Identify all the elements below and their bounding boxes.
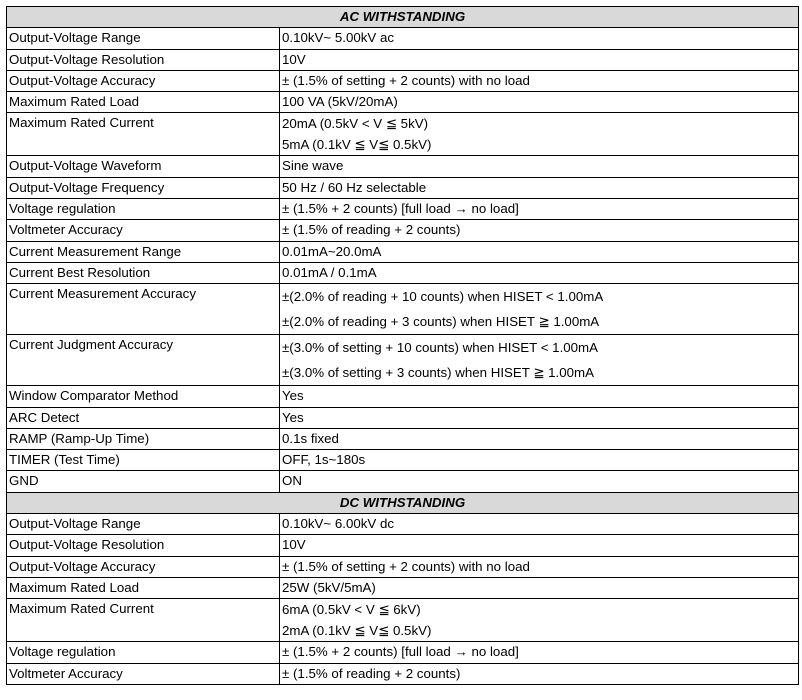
table-row [7,113,799,156]
spec-label: GND [7,471,280,492]
spec-label: Voltage regulation [7,642,280,663]
table-row [7,199,799,220]
spec-value: ± (1.5% + 2 counts) [full load → no load] [280,199,799,220]
spec-value-line: ±(3.0% of setting + 10 counts) when HISET < 1.00mA [282,340,599,356]
spec-value-multi [280,599,799,642]
spec-value-multi [280,335,799,386]
spec-label: Current Measurement Range [7,241,280,262]
table-row [7,514,799,535]
table-row [7,241,799,262]
spec-label: TIMER (Test Time) [7,450,280,471]
specifications-table [6,6,799,685]
section-header [7,492,799,513]
spec-label: Current Judgment Accuracy [7,335,280,386]
spec-label: Current Best Resolution [7,262,280,283]
table-row [7,156,799,177]
spec-label: Output-Voltage Waveform [7,156,280,177]
table-row [7,220,799,241]
section-title: DC WITHSTANDING [7,492,799,513]
spec-value-line: ±(3.0% of setting + 3 counts) when HISET ≧ 1.00mA [282,365,594,381]
spec-value: ± (1.5% + 2 counts) [full load → no load] [280,642,799,663]
spec-label: Voltage regulation [7,199,280,220]
spec-label: Current Measurement Accuracy [7,284,280,335]
spec-label: Maximum Rated Load [7,92,280,113]
spec-label: Maximum Rated Current [7,113,280,156]
spec-label: Output-Voltage Range [7,28,280,49]
table-row [7,428,799,449]
spec-label: Output-Voltage Accuracy [7,70,280,91]
spec-value: 0.10kV~ 6.00kV dc [280,514,799,535]
spec-label: Maximum Rated Load [7,577,280,598]
spec-value: ± (1.5% of reading + 2 counts) [280,663,799,684]
table-row [7,262,799,283]
section-title: AC WITHSTANDING [7,7,799,28]
spec-value: 0.01mA / 0.1mA [280,262,799,283]
spec-value: ± (1.5% of setting + 2 counts) with no load [280,556,799,577]
table-row [7,556,799,577]
spec-value: OFF, 1s~180s [280,450,799,471]
spec-value: 25W (5kV/5mA) [280,577,799,598]
spec-value-line: 5mA (0.1kV ≦ V≦ 0.5kV) [282,137,432,153]
spec-value: 0.01mA~20.0mA [280,241,799,262]
table-row [7,535,799,556]
spec-value-line: 2mA (0.1kV ≦ V≦ 0.5kV) [282,623,432,639]
spec-label: RAMP (Ramp-Up Time) [7,428,280,449]
spec-value: 50 Hz / 60 Hz selectable [280,177,799,198]
table-row [7,177,799,198]
spec-label: Output-Voltage Frequency [7,177,280,198]
section-header [7,7,799,28]
spec-value: Sine wave [280,156,799,177]
table-row [7,28,799,49]
table-row [7,92,799,113]
table-row [7,335,799,386]
spec-value: 0.1s fixed [280,428,799,449]
table-row [7,284,799,335]
table-row [7,70,799,91]
spec-value: Yes [280,386,799,407]
specifications-body [7,7,799,685]
spec-value: 0.10kV~ 5.00kV ac [280,28,799,49]
spec-label: Voltmeter Accuracy [7,220,280,241]
spec-value: 100 VA (5kV/20mA) [280,92,799,113]
spec-value: Yes [280,407,799,428]
spec-label: ARC Detect [7,407,280,428]
spec-value: ± (1.5% of reading + 2 counts) [280,220,799,241]
table-row [7,450,799,471]
spec-label: Maximum Rated Current [7,599,280,642]
spec-label: Output-Voltage Resolution [7,535,280,556]
spec-value: 10V [280,535,799,556]
table-row [7,663,799,684]
spec-value-line: 20mA (0.5kV < V ≦ 5kV) [282,116,429,132]
table-row [7,642,799,663]
spec-label: Output-Voltage Resolution [7,49,280,70]
table-row [7,386,799,407]
spec-label: Voltmeter Accuracy [7,663,280,684]
table-row [7,599,799,642]
table-row [7,471,799,492]
spec-value-line: ±(2.0% of reading + 3 counts) when HISET ≧ 1.00mA [282,314,600,330]
spec-label: Output-Voltage Accuracy [7,556,280,577]
table-row [7,49,799,70]
spec-value: ON [280,471,799,492]
table-row [7,407,799,428]
spec-label: Window Comparator Method [7,386,280,407]
spec-value: 10V [280,49,799,70]
spec-value-line: 6mA (0.5kV < V ≦ 6kV) [282,602,421,618]
spec-value-multi [280,284,799,335]
spec-value-line: ±(2.0% of reading + 10 counts) when HISET < 1.00mA [282,289,604,305]
spec-value: ± (1.5% of setting + 2 counts) with no load [280,70,799,91]
spec-value-multi [280,113,799,156]
spec-label: Output-Voltage Range [7,514,280,535]
table-row [7,577,799,598]
